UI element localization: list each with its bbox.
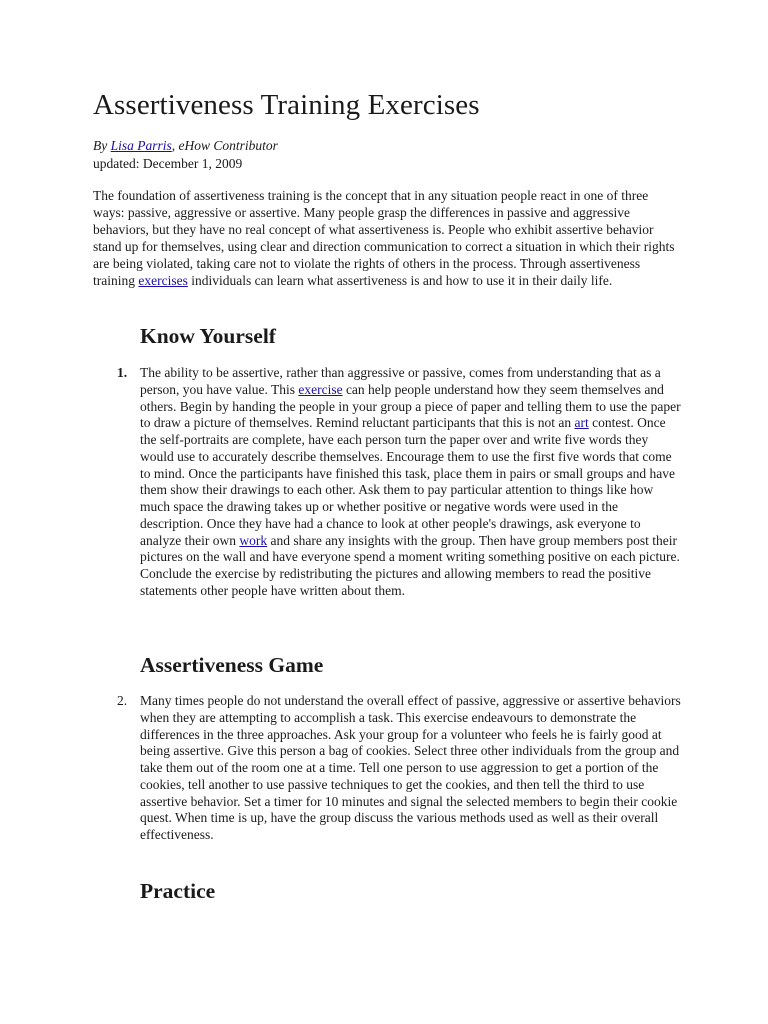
list-item-text: Many times people do not understand the overall effect of passive, aggressive or assertive behaviors when they are attempting to accomplish a task. This exercise endeavours to demonstrate the differences in the three approaches. Ask your group for a volunteer who feels he is fairly good at being assertive. Give this person a bag of cookies. Select three other individuals from the group and take them out of the room one at a time. Tell one person to use aggression to get a portion of the cookies, tell another to use passive techniques to get the cookies, and then tell the third to use assertive behavior. Set a timer for 10 minutes and signal the selected members to begin their cookie quest. When time is up, have the group discuss the various methods used as well as their overall effectiveness. [140,693,681,842]
item-1-text-b: can help people understand how they seem themselves and others. Begin by handing the people in your group a piece of paper and telling them to use the paper to draw a picture of themselves. Remind reluctant participants that this is not an [140,381,681,431]
item-1-text-c: contest. Once the self-portraits are complete, have each person turn the paper over and write five words they would use to accurately describe themselves. Encourage them to use the first five words that come to mind. Once the participants have finished this task, place them in pairs or small groups and have them show their drawings to each other. Ask them to pay particular attention to things like how much space the drawing takes up or whether positive or negative words were used in the description. Once they have had a chance to look at other people's drawings, ask everyone to analyze their own [140,415,675,548]
section-heading-practice: Practice [140,879,216,903]
item-1-text-a: The ability to be assertive, rather than aggressive or passive, comes from understanding that as a person, you have value. This [140,365,661,397]
work-link[interactable]: work [239,532,268,548]
list-number: 2. [117,693,128,708]
item-1-text-d: and share any insights with the group. Then have group members post their pictures on the wall and have everyone spend a moment writing something positive on each picture. Conclude the exercise by redistributing the pictures and allowing members to read the positive statements other people have written about them. [140,532,680,598]
byline [93,137,278,154]
author-role: eHow Contributor [175,138,278,153]
list-item-text [140,365,682,600]
updated-date: updated: December 1, 2009 [93,156,243,171]
intro-text-2: individuals can learn what assertiveness is and how to use it in their daily life. [187,272,613,288]
exercise-link[interactable]: exercise [298,381,343,397]
exercises-link[interactable]: exercises [138,272,188,288]
byline-prefix: By [93,138,111,153]
art-link[interactable]: art [574,415,589,431]
list-number: 1. [117,365,128,380]
author-link[interactable]: Lisa Parris [110,138,172,153]
section-heading-assertiveness-game: Assertiveness Game [140,653,324,677]
intro-paragraph [93,188,678,289]
page-title: Assertiveness Training Exercises [93,89,480,121]
section-heading-know-yourself: Know Yourself [140,324,276,348]
intro-text-1: The foundation of assertiveness training is the concept that in any situation people react in one of three ways: passive, aggressive or assertive. Many people grasp the differences in passive and aggressive behaviors, but they have no real concept of what assertiveness is. People who exhibit assertive behavior stand up for themselves, using clear and direction communication to correct a situation in which their rights are being violated, taking care not to violate the rights of others in the process. Through assertiveness training [93,188,675,288]
byline-separator: , [171,138,176,153]
